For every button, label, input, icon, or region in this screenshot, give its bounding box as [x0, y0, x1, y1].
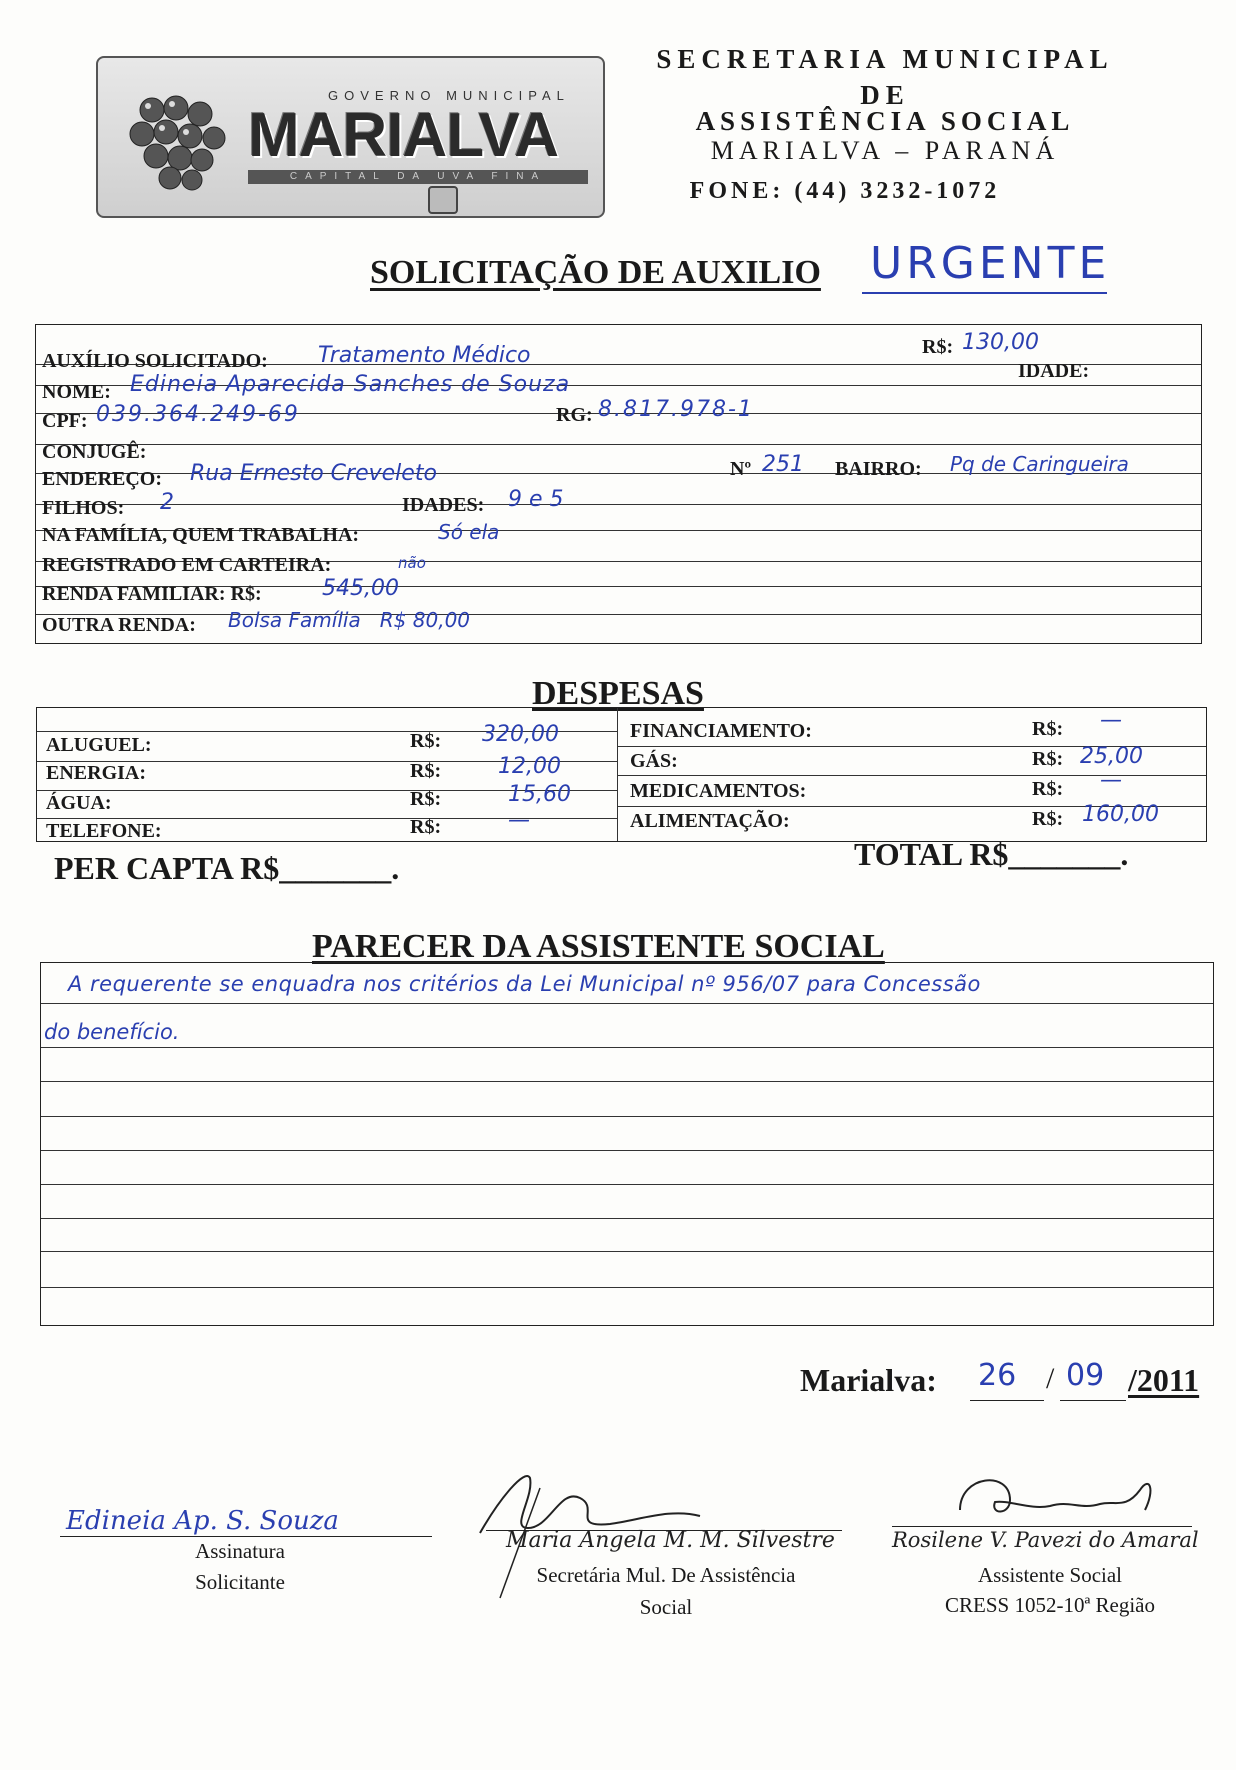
idades-value[interactable]: 9 e 5 [508, 487, 564, 512]
parecer-box [40, 962, 1214, 1326]
carteira-value[interactable]: não [398, 554, 426, 572]
alimentacao-value[interactable]: 160,00 [1082, 802, 1159, 827]
header-line5: FONE: (44) 3232-1072 [689, 178, 1001, 204]
outra-renda-label: OUTRA RENDA: [42, 614, 196, 636]
idades-label: IDADES: [402, 494, 485, 516]
aluguel-label: ALUGUEL: [46, 734, 152, 756]
gas-label: GÁS: [630, 750, 678, 772]
header-line1: SECRETARIA MUNICIPAL [656, 44, 1114, 74]
secretary-caption-2: Social [639, 1595, 693, 1619]
alimentacao-label: ALIMENTAÇÃO: [630, 810, 790, 832]
filhos-label: FILHOS: [42, 497, 125, 519]
outra-renda-value[interactable]: Bolsa Família R$ 80,00 [228, 608, 471, 632]
energia-label: ENERGIA: [46, 762, 147, 784]
parecer-title: PARECER DA ASSISTENTE SOCIAL [312, 928, 885, 965]
grapes-icon [112, 80, 232, 200]
telefone-label: TELEFONE: [46, 820, 162, 842]
rs-value[interactable]: 130,00 [962, 330, 1039, 355]
financiamento-rs: R$: [1032, 718, 1064, 740]
logo-top-text: GOVERNO MUNICIPAL [328, 88, 570, 103]
page-title: SOLICITAÇÃO DE AUXILIO [370, 254, 821, 291]
nome-label: NOME: [42, 381, 111, 403]
secretary-caption-1: Secretária Mul. De Assistência [536, 1563, 796, 1587]
numero-value[interactable]: 251 [762, 452, 804, 477]
gas-rs: R$: [1032, 748, 1064, 770]
renda-value[interactable]: 545,00 [322, 576, 399, 601]
nome-value[interactable]: Edineia Aparecida Sanches de Souza [130, 372, 571, 397]
agua-value[interactable]: 15,60 [508, 782, 571, 807]
conjuge-label: CONJUGÊ: [42, 441, 147, 463]
social-worker-caption-1: Assistente Social [977, 1563, 1123, 1587]
telefone-value[interactable]: — [508, 808, 530, 833]
social-worker-name: Rosilene V. Pavezi do Amaral [892, 1528, 1199, 1552]
total: TOTAL R$_______. [854, 836, 1129, 872]
header-line2: DE [860, 80, 910, 110]
applicant-caption-2: Solicitante [195, 1570, 285, 1594]
numero-label: Nº [730, 458, 752, 480]
familia-value[interactable]: Só ela [438, 520, 500, 544]
aluguel-value[interactable]: 320,00 [482, 722, 559, 747]
header-line4: MARIALVA – PARANÁ [710, 136, 1060, 165]
cpf-label: CPF: [42, 410, 88, 432]
date-day[interactable]: 26 [978, 1358, 1017, 1393]
crest-icon [428, 186, 458, 214]
familia-label: NA FAMÍLIA, QUEM TRABALHA: [42, 524, 360, 546]
aluguel-rs: R$: [410, 730, 442, 752]
date-year: /2011 [1128, 1362, 1200, 1398]
filhos-value[interactable]: 2 [160, 490, 174, 515]
bairro-value[interactable]: Pq de Caringueira [950, 452, 1129, 476]
logo-strip: CAPITAL DA UVA FINA [248, 170, 588, 184]
auxilio-label: AUXÍLIO SOLICITADO: [42, 350, 268, 372]
parecer-line2[interactable]: do benefício. [44, 1020, 180, 1044]
medicamentos-label: MEDICAMENTOS: [630, 780, 807, 802]
energia-rs: R$: [410, 760, 442, 782]
secretary-name: Maria Angela M. M. Silvestre [506, 1528, 835, 1553]
idade-label: IDADE: [1018, 360, 1090, 382]
rg-label: RG: [556, 404, 593, 426]
agua-label: ÁGUA: [46, 792, 112, 814]
telefone-rs: R$: [410, 816, 442, 838]
social-worker-caption-2: CRESS 1052-10ª Região [945, 1593, 1155, 1617]
auxilio-value[interactable]: Tratamento Médico [318, 343, 531, 368]
parecer-line1[interactable]: A requerente se enquadra nos critérios da Lei Municipal nº 956/07 para Concessão [68, 972, 981, 996]
rg-value[interactable]: 8.817.978-1 [598, 397, 754, 422]
urgent-annotation: URGENTE [870, 238, 1111, 289]
bairro-label: BAIRRO: [835, 458, 922, 480]
marialva-logo [96, 56, 605, 218]
despesas-title: DESPESAS [532, 675, 704, 712]
endereco-value[interactable]: Rua Ernesto Creveleto [190, 461, 437, 486]
applicant-signature: Edineia Ap. S. Souza [66, 1506, 339, 1536]
cpf-value[interactable]: 039.364.249-69 [96, 402, 300, 427]
medicamentos-rs: R$: [1032, 778, 1064, 800]
social-worker-signature-scrawl [950, 1470, 1170, 1530]
applicant-caption-1: Assinatura [195, 1539, 285, 1563]
date-sep: / [1046, 1362, 1055, 1395]
agua-rs: R$: [410, 788, 442, 810]
gas-value[interactable]: 25,00 [1080, 744, 1143, 769]
per-capta: PER CAPTA R$_______. [54, 850, 400, 886]
rs-label: R$: [922, 336, 954, 358]
endereco-label: ENDEREÇO: [42, 468, 163, 490]
date-label: Marialva: [800, 1362, 937, 1398]
medicamentos-value[interactable]: — [1100, 768, 1122, 793]
renda-label: RENDA FAMILIAR: R$: [42, 583, 262, 605]
carteira-label: REGISTRADO EM CARTEIRA: [42, 554, 332, 576]
date-month[interactable]: 09 [1066, 1358, 1105, 1393]
logo-name: MARIALVA [248, 101, 558, 170]
financiamento-value[interactable]: — [1100, 708, 1122, 733]
financiamento-label: FINANCIAMENTO: [630, 720, 812, 742]
alimentacao-rs: R$: [1032, 808, 1064, 830]
energia-value[interactable]: 12,00 [498, 754, 561, 779]
header-line3: ASSISTÊNCIA SOCIAL [695, 106, 1075, 136]
urgent-underline [862, 292, 1107, 294]
